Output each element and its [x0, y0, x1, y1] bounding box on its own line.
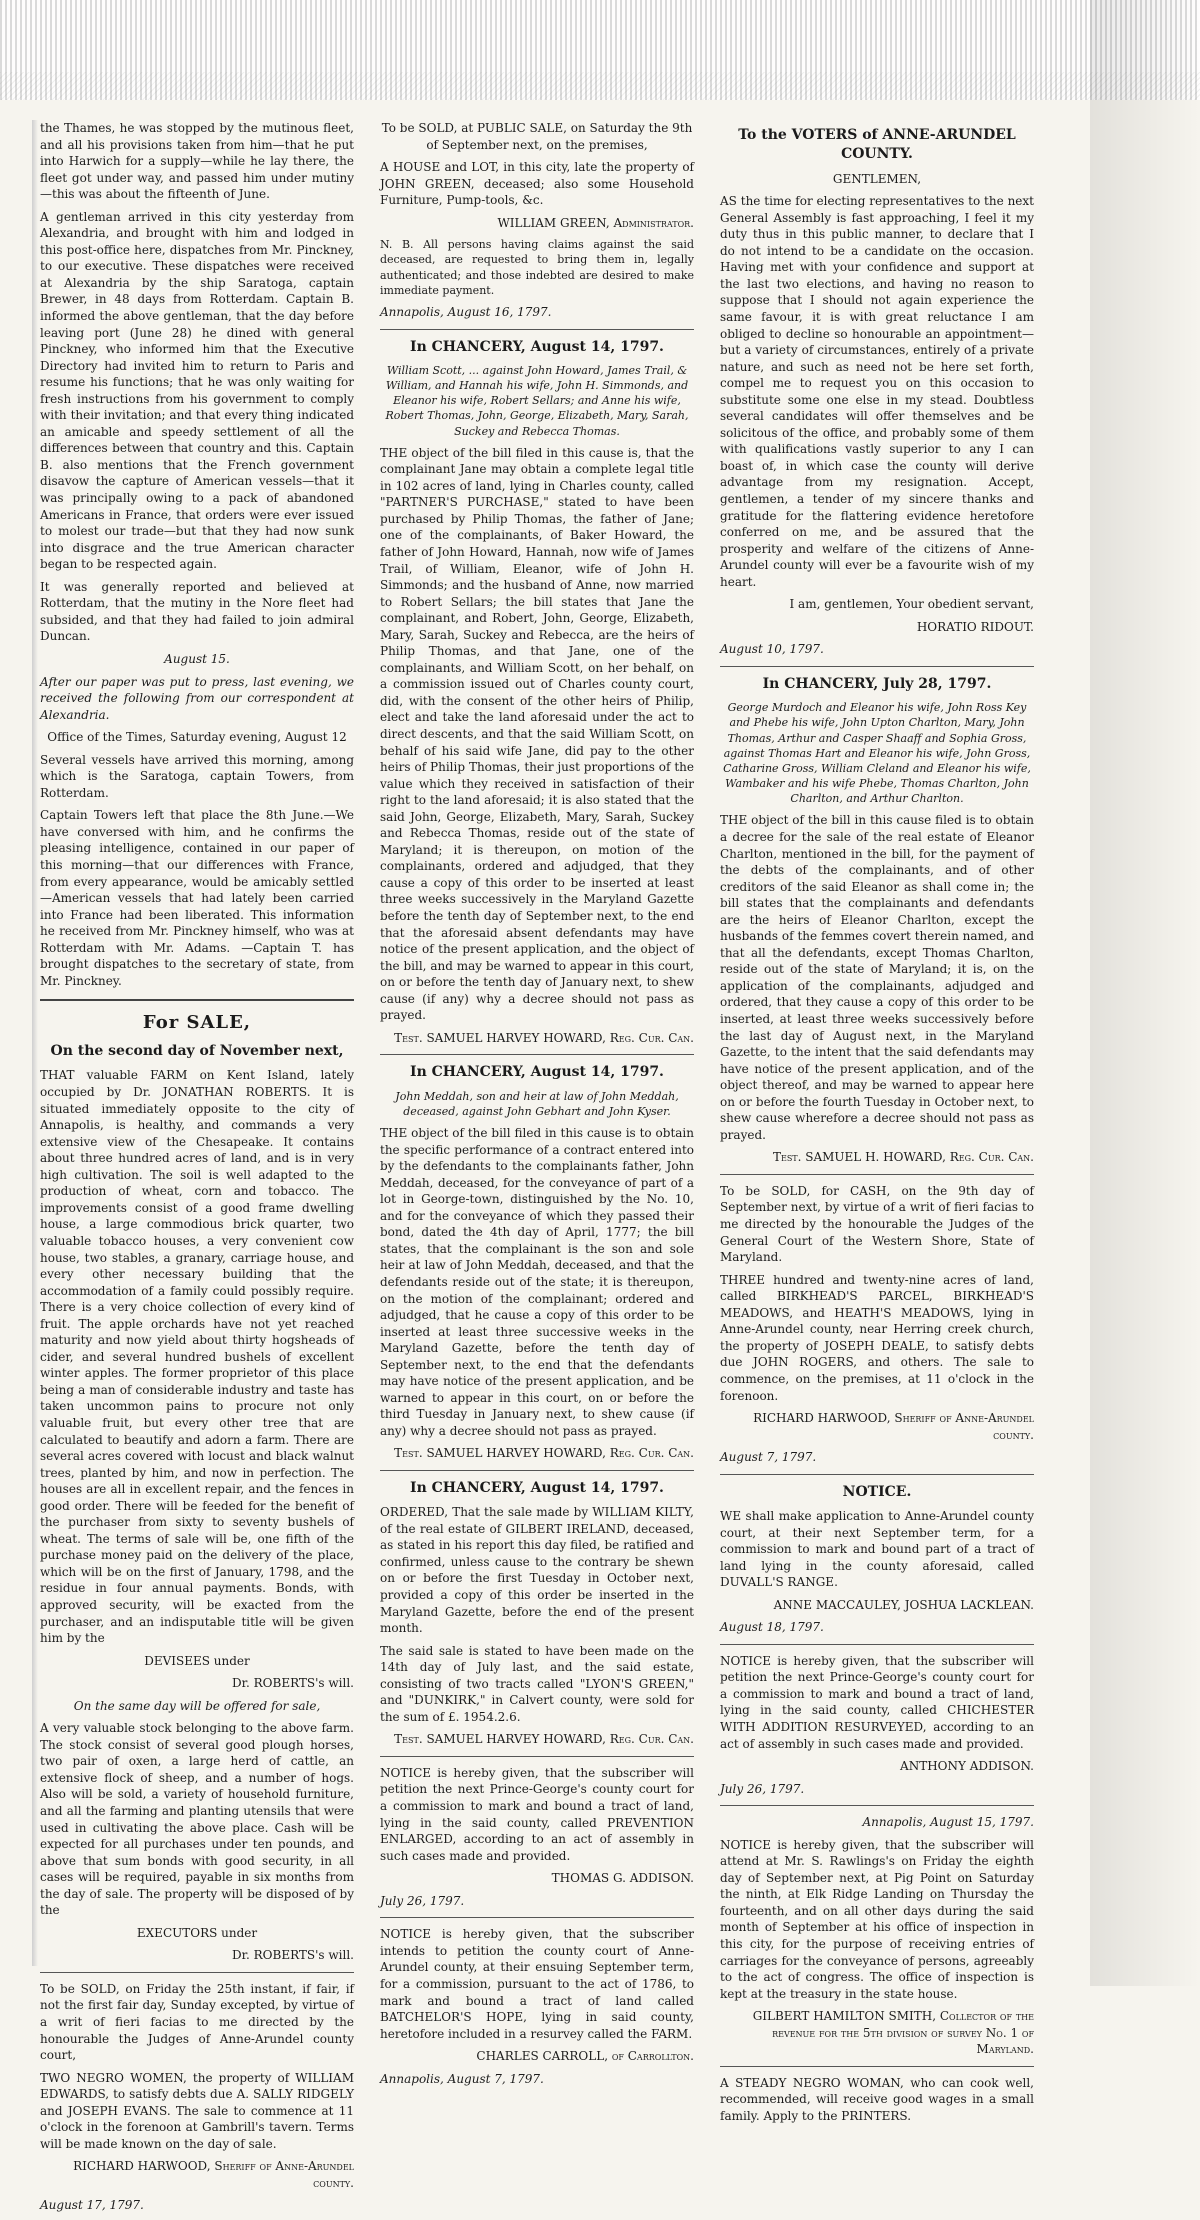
body-3b: The said sale is stated to have been made on the 14th day of July last, and the said estate, consisting of two tracts called "LYON'S GREEN," and "DUNKIRK," in Calvert county, were sold for the sum of £. 1954.2.6. [380, 1643, 694, 1724]
divider-4 [380, 1054, 694, 1055]
divider-3 [380, 329, 694, 330]
notice-1-sign: THOMAS G. ADDISON. [551, 1871, 694, 1886]
steady: A STEADY NEGRO WOMAN, who can cook well, recommended, will receive good wages in a small family. Apply to the PRINTERS. [720, 2075, 1034, 2123]
column-right [720, 120, 1034, 2220]
notice-2-sign: CHARLES CARROLL, of Carrollton. [476, 2049, 694, 2064]
body-2: THE object of the bill filed in this cause is to obtain the specific performance of a contract entered into by the defendants to the complainants father, John Meddah, deceased, for the conveyance of part of a lot in George-town, distinguished by the No. 10, and for the conveyance of which they passed their bond, dated the 4th day of April, 1777; the bill states, that the complainant is the son and sole heir at law of John Meddah, deceased, and that the defendants reside out of the state; it is thereupon, on the motion of the complainant; ordered and adjudged, that he cause a copy of this order to be inserted at least three successive weeks in the Maryland Gazette, before the tenth day of September next, to the end that the defendants may have notice of the present application, and be warned to appear in this court, on or before the third Tuesday in January next, to shew cause (if any) why a decree should not pass as prayed. [380, 1126, 694, 1438]
notice-3: NOTICE is hereby given, that the subscriber will petition the next Prince-George's county court for a commission to mark and bound a tract of land, lying in the said county, called CHICHESTER WITH ADDITION RESURVEYED, according to an act of assembly in such cases made and provided. [720, 1653, 1034, 1751]
gentlemen: GENTLEMEN, [832, 171, 922, 186]
voters-head: To the VOTERS of ANNE-ARUNDEL COUNTY. [738, 127, 1016, 163]
chancery-3: In CHANCERY, August 14, 1797. [410, 1479, 664, 1496]
divider-10 [720, 1474, 1034, 1475]
divider-8 [720, 666, 1034, 667]
nb: N. B. All persons having claims against the said deceased, are requested to bring them in, legally authenticated; and those indebted are desired to make immediate payment. [380, 238, 694, 297]
c1-p1: the Thames, he was stopped by the mutinous fleet, and all his provisions taken from him—that he put into Harwich for a supply—while he lay there, the fleet got under way, and passed him under mutiny—this was about the fifteenth of June. [40, 121, 354, 202]
notice-3-sign: ANTHONY ADDISON. [900, 1759, 1034, 1774]
notice-sign: ANNE MACCAULEY, JOSHUA LACKLEAN. [773, 1597, 1034, 1612]
divider-11 [720, 1644, 1034, 1645]
divider-7 [380, 1917, 694, 1918]
stock: A very valuable stock belonging to the above farm. The stock consist of several good plough horses, two pair of oxen, a large herd of cattle, an extensive flock of sheep, and a number of hogs. Also will be sold, a variety of household furniture, and all the farming and planting utensils that were used in cultivating the above place. Cash will be expected for all purchases under ten pounds, and above that sum bonds with good security, in all cases will be required, payable in six months from the day of sale. The property will be disposed of by the [40, 1721, 354, 1918]
sold-body: A HOUSE and LOT, in this city, late the property of JOHN GREEN, deceased; also some Household Furniture, Pump-tools, &c. [380, 160, 694, 208]
parties-1: William Scott, ... against John Howard, James Trail, & William, and Hannah his wife, John H. Simmonds, and Eleanor his wife, Robert Sellars; and Anne his wife, Robert Thomas, John, George, Elizabeth, Mary, Sarah, Suckey and Rebecca Thomas. [385, 363, 689, 438]
notice-3-date: July 26, 1797. [720, 1781, 805, 1796]
parties-2: John Meddah, son and heir at law of John Meddah, deceased, against John Gebhart and John Kyser. [395, 1089, 679, 1118]
c1-date1: August 15. [164, 651, 230, 666]
divider-1 [40, 999, 354, 1001]
divider-2 [40, 1972, 354, 1973]
notice-4-sign: GILBERT HAMILTON SMITH, Collector of the revenue for the 5th division of survey No. 1 of Maryland. [752, 2009, 1034, 2057]
notice-2: NOTICE is hereby given, that the subscriber intends to petition the county court of Anne-Arundel county, at their ensuing September term, for a commission, pursuant to the act of 1786, to mark and bound a tract of land called BATCHELOR'S HOPE, lying in said county, heretofore included in a resurvey called the FARM. [380, 1927, 694, 2041]
notice-date: August 18, 1797. [720, 1620, 824, 1635]
sheriff-date: August 17, 1797. [40, 2198, 144, 2213]
parties-4: George Murdoch and Eleanor his wife, John Ross Key and Phebe his wife, John Upton Charlton, Mary, John Thomas, Arthur and Casper Shaaff and Sophia Gross, against Thomas Hart and Eleanor his wife, John Gross, Catharine Gross, William Cleland and Eleanor his wife, Wambaker and his wife Phebe, Thomas Charlton, John Charlton, and Arthur Charlton. [723, 701, 1031, 806]
notice-body: WE shall make application to Anne-Arundel county court, at their next September term, for a commission to mark and bound part of a tract of land lying in the county aforesaid, called DUVALL'S RANGE. [720, 1509, 1034, 1590]
test-3: Test. SAMUEL HARVEY HOWARD, Reg. Cur. Can. [394, 1732, 694, 1747]
scan-shadow-right [1090, 0, 1200, 1986]
annapolis-date: Annapolis, August 15, 1797. [862, 1815, 1034, 1830]
sold-head: To be SOLD, at PUBLIC SALE, on Saturday the 9th of September next, on the premises, [381, 121, 693, 152]
sale-title: For SALE, [142, 1012, 252, 1034]
notice-4: NOTICE is hereby given, that the subscriber will attend at Mr. S. Rawlings's on Friday the eighth day of September next, at Pig Point on Saturday the ninth, at Elk Ridge Landing on Thursday the fourteenth, and on all other days during the said month of September at his office of inspection in this city, for the purpose of receiving entries of carriages for the conveyance of persons, agreeably to the act of congress. The office of inspection is kept at the treasury in the state house. [720, 1837, 1034, 2001]
scan-noise-top [0, 0, 1200, 100]
divider-6 [380, 1756, 694, 1757]
c1-p4: After our paper was put to press, last evening, we received the following from our correspondent at Alexandria. [40, 674, 354, 722]
devisees: DEVISEES under [144, 1653, 250, 1668]
divider-9 [720, 1174, 1034, 1175]
sold-sign: WILLIAM GREEN, Administrator. [497, 215, 694, 230]
c1-p5: Several vessels have arrived this morning, among which is the Saratoga, captain Towers, from Rotterdam. [40, 752, 354, 800]
divider-13 [720, 2066, 1034, 2067]
chancery-2: In CHANCERY, August 14, 1797. [410, 1064, 664, 1081]
sale-body: THAT valuable FARM on Kent Island, lately occupied by Dr. JONATHAN ROBERTS. It is situated immediately opposite to the city of Annapolis, is healthy, and commands a very extensive view of the Chesapeake. It contains about three hundred acres of land, and is in very high cultivation. The soil is well adapted to the production of wheat, corn and tobacco. The improvements consist of a good frame dwelling house, a large commodious brick quarter, two valuable tobacco houses, a very convenient cow house, two stables, a granary, carriage house, and every other necessary building that the accommodation of a family could possibly require. There is a very choice collection of every kind of fruit. The apple orchards have not yet reached maturity and now yield about thirty hogsheads of cider, and several hundred bushels of excellent winter apples. The former proprietor of this place being a man of considerable industry and taste has taken uncommon pains to procure not only valuable fruit, but every other tree that are calculated to beautify and adorn a farm. There are several acres covered with locust and black walnut trees, planted by him, and now in perfection. The houses are all in excellent repair, and the fences in good order. There will be feeded for the benefit of the purchaser from sixty to seventy bushels of wheat. The terms of sale will be, one fifth of the purchase money paid on the delivery of the place, which will be on the first of January, 1798, and the residue in four annual payments. Bonds, with approved security, will be exacted from the purchaser, and an indisputable title will be given him by the [40, 1068, 354, 1646]
voters-body: AS the time for electing representatives to the next General Assembly is fast approaching, I feel it my duty thus in this public manner, to declare that I do not intend to be a candidate on the occasion. Having met with your confidence and support at the last two elections, and having no reason to suppose that I should not again experience the same favour, it is with great reluctance I am obliged to decline so honourable an appointment—but a variety of circumstances, entirely of a private nature, and such as need not be here set forth, compel me to request you on this occasion to substitute some one else in my stead. Doubtless several candidates will offer themselves and be solicitous of the office, and probably some of them with qualifications vastly superior to any I can boast of, in which case the county will derive advantage from my resignation. Accept, gentlemen, a tender of my sincere thanks and gratitude for the flattering evidence heretofore conferred on me, and be assured that the prosperity and welfare of the citizens of Anne-Arundel county will ever be a favourite wish of my heart. [720, 194, 1034, 589]
divider-5 [380, 1470, 694, 1471]
scan-border-left [32, 120, 38, 1966]
same-day: On the same day will be offered for sale, [73, 1698, 321, 1713]
nb-date: Annapolis, August 16, 1797. [380, 304, 552, 319]
sold-2: To be SOLD, for CASH, on the 9th day of September next, by virtue of a writ of fieri facias to me directed by the honourable the Judges of the General Court of the Western Shore, State of Maryland. [720, 1183, 1034, 1265]
test-2: Test. SAMUEL HARVEY HOWARD, Reg. Cur. Can. [394, 1446, 694, 1461]
sale-subtitle: On the second day of November next, [50, 1043, 344, 1060]
voters-date: August 10, 1797. [720, 642, 824, 657]
voters-sign: HORATIO RIDOUT. [916, 619, 1034, 634]
body-3: ORDERED, That the sale made by WILLIAM KILTY, of the real estate of GILBERT IRELAND, deceased, as stated in his report this day filed, be ratified and confirmed, unless cause to the contrary be shewn on or before the first Tuesday in October next, provided a copy of this order be inserted in the Maryland Gazette, before the end of the present month. [380, 1505, 694, 1636]
test-1: Test. SAMUEL HARVEY HOWARD, Reg. Cur. Can. [394, 1030, 694, 1045]
notice-1-date: July 26, 1797. [380, 1893, 465, 1908]
column-left [40, 120, 354, 2220]
divider-12 [720, 1805, 1034, 1806]
c1-p6: Captain Towers left that place the 8th June.—We have conversed with him, and he confirms the pleasing intelligence, contained in our paper of this morning—that our differences with France, from every appearance, would be amicably settled—American vessels that had lately been carried into France had been liberated. This information he received from Mr. Pinckney himself, who was at Rotterdam with Mr. Adams. —Captain T. has brought dispatches to the secretary of state, from Mr. Pinckney. [40, 808, 354, 988]
negro: TWO NEGRO WOMEN, the property of WILLIAM EDWARDS, to satisfy debts due A. SALLY RIDGELY and JOSEPH EVANS. The sale to commence at 11 o'clock in the forenoon at Gambrill's tavern. Terms will be made known on the day of sale. [40, 2070, 354, 2151]
columns [40, 120, 1060, 2213]
chancery-4: In CHANCERY, July 28, 1797. [762, 675, 992, 692]
sold: To be SOLD, on Friday the 25th instant, if fair, if not the first fair day, Sunday excepted, by virtue of a writ of fieri facias to me directed by the honourable the Judges of Anne-Arundel county court, [40, 1981, 354, 2063]
notice-head: NOTICE. [842, 1483, 912, 1500]
c1-p3: It was generally reported and believed at Rotterdam, that the mutiny in the Nore fleet had subsided, and that they had failed to join admiral Duncan. [40, 579, 354, 644]
voters-close: I am, gentlemen, Your obedient servant, [789, 597, 1034, 612]
executors: EXECUTORS under [136, 1925, 258, 1940]
executors2: Dr. ROBERTS's will. [231, 1948, 354, 1963]
body-1: THE object of the bill filed in this cause is, that the complainant Jane may obtain a complete legal title in 102 acres of land, lying in Charles county, called "PARTNER'S PURCHASE," stated to have been purchased by Philip Thomas, the father of Jane; one of the complainants, of Baker Howard, the father of John Howard, Hannah, now wife of James Trail, of William, Eleanor, wife of John H. Simmonds; and the husband of Anne, now married to Robert Sellars; the bill states that Jane the complainant, and Robert, John, George, Elizabeth, Mary, Sarah, Suckey and Rebecca, are the heirs of Philip Thomas, and that Jane, one of the complainants, and William Scott, on her behalf, on a commission issued out of Charles county court, did, with the consent of the other heirs of Philip, elect and take the land aforesaid under the act to direct descents, and that the said William Scott, on behalf of his said wife Jane, did pay to the other heirs of Philip Thomas, their just proportions of the value which they received in satisfaction of their right to the land aforesaid; it is also stated that the said John, George, Elizabeth, Mary, Sarah, Suckey and Rebecca Thomas, reside out of the state of Maryland; it is thereupon, on motion of the complainants, ordered and adjudged, that they cause a copy of this order to be inserted at least three weeks successively in the Maryland Gazette before the tenth day of September next, to the end that the aforesaid absent defendants may have notice of the present application, and the object of the bill, and may be warned to appear in this court, on or before the tenth day of January next, to shew cause (if any) why a decree should not pass as prayed. [380, 445, 694, 1023]
c1-office: Office of the Times, Saturday evening, August 12 [47, 730, 347, 745]
sold-2-sign: RICHARD HARWOOD, Sheriff of Anne-Arundel county. [753, 1411, 1034, 1442]
body-4: THE object of the bill in this cause filed is to obtain a decree for the sale of the real estate of Eleanor Charlton, mentioned in the bill, for the payment of the debts of the complainants, and of other creditors of the said Eleanor as shall come in; the bill states that the complainants and defendants are the heirs of Eleanor Charlton, except the husbands of the femmes covert therein named, and that all the defendants, except Thomas Charlton, reside out of the state of Maryland; it is, on the application of the complainants, adjudged and ordered, that they cause a copy of this order to be inserted, at least three weeks successively before the last day of August next, in the Maryland Gazette, to the intent that the said defendants may have notice of the present application, and of the object thereof, and may be warned to appear here on or before the fourth Tuesday in October next, to shew cause wherefore a decree should not pass as prayed. [720, 813, 1034, 1142]
chancery-1: In CHANCERY, August 14, 1797. [410, 338, 664, 355]
devisees2: Dr. ROBERTS's will. [231, 1676, 354, 1691]
notice-2-date: Annapolis, August 7, 1797. [380, 2071, 544, 2086]
sold-2-body: THREE hundred and twenty-nine acres of land, called BIRKHEAD'S PARCEL, BIRKHEAD'S MEADOWS, and HEATH'S MEADOWS, lying in Anne-Arundel county, near Herring creek church, the property of JOSEPH DEALE, to satisfy debts due JOHN ROGERS, and others. The sale to commence, on the premises, at 11 o'clock in the forenoon. [720, 1272, 1034, 1403]
c1-p2: A gentleman arrived in this city yesterday from Alexandria, and brought with him and lodged in this post-office here, dispatches from Mr. Pinckney, to our executive. These dispatches were received at Alexandria by the ship Saratoga, captain Brewer, in 48 days from Rotterdam. Captain B. informed the above gentleman, that the day before leaving port (June 28) he dined with general Pinckney, who informed him that the Executive Directory had invited him to return to Paris and resume his functions; that he was only waiting for fresh instructions from his government to comply with their invitation; and that every thing indicated an amicable and speedy settlement of all the differences between that country and this. Captain B. also mentions that the French government disavow the capture of American vessels—that it was principally owing to a pack of abandoned Americans in France, that orders were ever issued to molest our trade—but that they had now sunk into disgrace and the true American character began to be respected again. [40, 209, 354, 572]
test-4: Test. SAMUEL H. HOWARD, Reg. Cur. Can. [772, 1150, 1034, 1165]
column-middle [380, 120, 694, 2220]
notice-1: NOTICE is hereby given, that the subscriber will petition the next Prince-George's county court for a commission to mark and bound a tract of land, lying in the said county, called PREVENTION ENLARGED, according to an act of assembly in such cases made and provided. [380, 1765, 694, 1863]
sheriff: RICHARD HARWOOD, Sheriff of Anne-Arundel county. [73, 2159, 354, 2190]
sold-2-date: August 7, 1797. [720, 1450, 817, 1465]
